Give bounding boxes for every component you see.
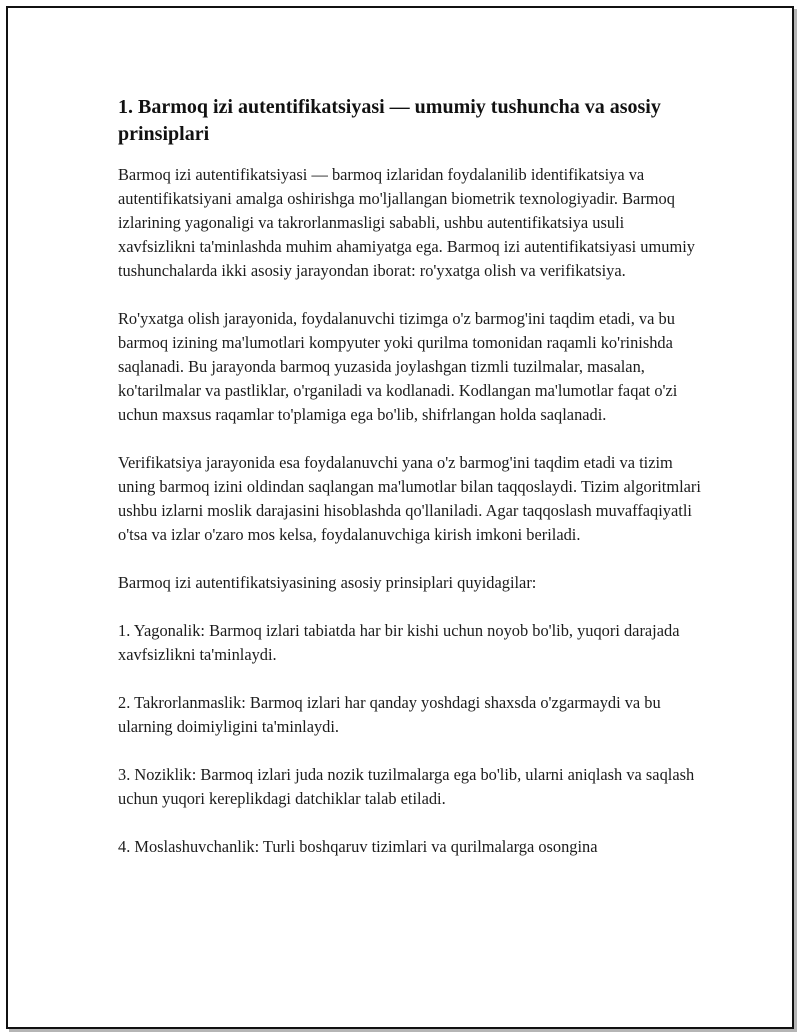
- paragraph-enrollment: Ro'yxatga olish jarayonida, foydalanuvchi tizimga o'z barmog'ini taqdim etadi, va bu barmoq izining ma'lumotlari kompyuter yoki qurilma tomonidan raqamli ko'rinishda saqlanadi. Bu jarayonda barmoq yuzasida joylashgan tizmli tuzilmalar, masalan, ko'tarilmalar va pastliklar, o'rganiladi va kodlanadi. Kodlangan ma'lumotlar faqat o'zi uchun maxsus raqamlar to'plamiga ega bo'lib, shifrlangan holda saqlanadi.: [118, 309, 678, 424]
- document-body: [118, 94, 703, 883]
- list-item-uniqueness: 1. Yagonalik: Barmoq izlari tabiatda har bir kishi uchun noyob bo'lib, yuqori darajada xavfsizlikni ta'minlaydi.: [118, 621, 680, 664]
- page-frame: [6, 6, 794, 1029]
- list-item-precision: 3. Noziklik: Barmoq izlari juda nozik tuzilmalarga ega bo'lib, ularni aniqlash va saqlash uchun yuqori kereplikdagi datchiklar talab etiladi.: [118, 765, 695, 808]
- paragraph-principles-intro: Barmoq izi autentifikatsiyasining asosiy prinsiplari quyidagilar:: [118, 573, 537, 592]
- page-title: 1. Barmoq izi autentifikatsiyasi — umumiy tushuncha va asosiy prinsiplari: [118, 96, 661, 145]
- list-item-permanence: 2. Takrorlanmaslik: Barmoq izlari har qanday yoshdagi shaxsda o'zgarmaydi va bu ularning doimiyligini ta'minlaydi.: [118, 693, 661, 736]
- paragraph-verification: Verifikatsiya jarayonida esa foydalanuvchi yana o'z barmog'ini taqdim etadi va tizim uning barmoq izini oldindan saqlangan ma'lumotlar bilan taqqoslaydi. Tizim algoritmlari ushbu izlarni moslik darajasini hisoblashda qo'llaniladi. Agar taqqoslash muvaffaqiyatli o'tsa va izlar o'zaro mos kelsa, foydalanuvchiga kirish imkoni beriladi.: [118, 453, 701, 544]
- list-item-flexibility: 4. Moslashuvchanlik: Turli boshqaruv tizimlari va qurilmalarga osongina: [118, 837, 598, 856]
- paragraph-definition: Barmoq izi autentifikatsiyasi — barmoq izlaridan foydalanilib identifikatsiya va autentifikatsiyani amalga oshirishga mo'ljallangan biometrik texnologiyadir. Barmoq izlarining yagonaligi va takrorlanmasligi sababli, ushbu autentifikatsiya usuli xavfsizlikni ta'minlashda muhim ahamiyatga ega. Barmoq izi autentifikatsiyasi umumiy tushunchalarda ikki asosiy jarayondan iborat: ro'yxatga olish va verifikatsiya.: [118, 165, 695, 280]
